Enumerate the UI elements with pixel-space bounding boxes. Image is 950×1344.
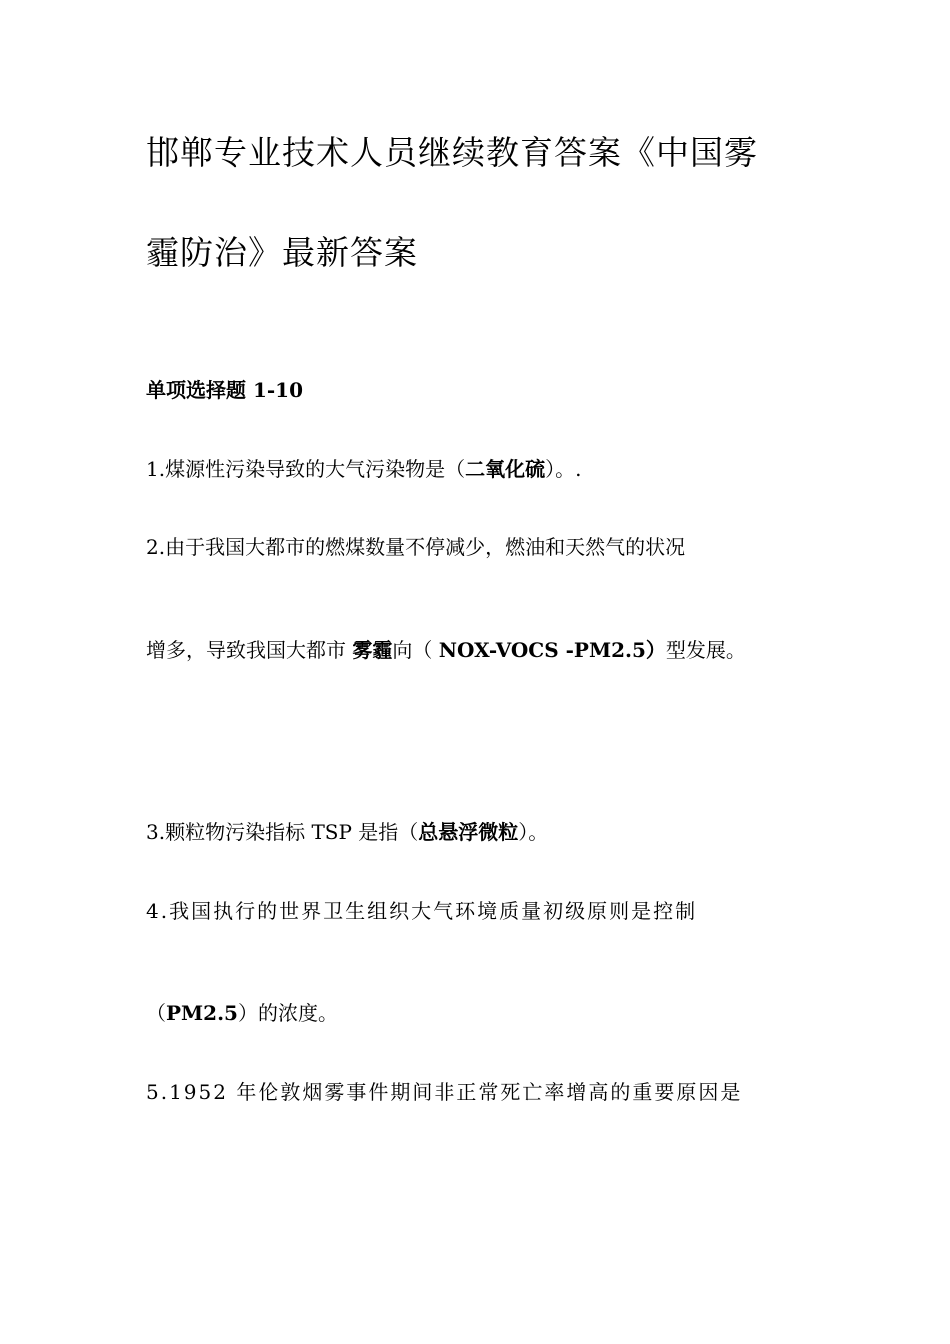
question-2-suffix: 型发展。: [665, 638, 746, 662]
question-1-answer: 二氧化硫: [465, 457, 546, 481]
question-3-text: 3.颗粒物污染指标 TSP 是指（: [146, 820, 419, 844]
question-4-suffix: ）的浓度。: [237, 1001, 338, 1025]
question-4-line-1: 4.我国执行的世界卫生组织大气环境质量初级原则是控制: [146, 899, 698, 923]
document-title-line-1: 邯郸专业技术人员继续教育答案《中国雾: [146, 133, 758, 172]
question-3: [146, 822, 548, 842]
question-2-bold-term: 雾霾: [352, 638, 393, 662]
question-1-text: 1.煤源性污染导致的大气污染物是（: [146, 457, 466, 481]
question-3-suffix: ）。: [518, 820, 549, 844]
question-1-suffix: ）。.: [545, 457, 582, 481]
question-2-line-1: 2.由于我国大都市的燃煤数量不停减少，燃油和天然气的状况: [146, 535, 686, 559]
question-4-line-2: [146, 1003, 338, 1023]
section-heading: 单项选择题 1-10: [146, 378, 304, 402]
question-2-text: 增多，导致我国大都市: [146, 638, 346, 662]
question-2-answer: NOX-VOCS -PM2.5）: [438, 638, 666, 662]
question-3-answer: 总悬浮微粒: [418, 820, 519, 844]
question-4-prefix: （: [146, 1001, 166, 1025]
question-4-answer: PM2.5: [166, 1001, 238, 1025]
question-5-line-1: 5.1952 年伦敦烟雾事件期间非正常死亡率增高的重要原因是: [146, 1080, 743, 1104]
question-2-line-2: [146, 640, 746, 660]
question-1: [146, 459, 581, 479]
document-title-line-2: 霾防治》最新答案: [146, 233, 418, 272]
question-2-mid: 向（: [392, 638, 433, 662]
